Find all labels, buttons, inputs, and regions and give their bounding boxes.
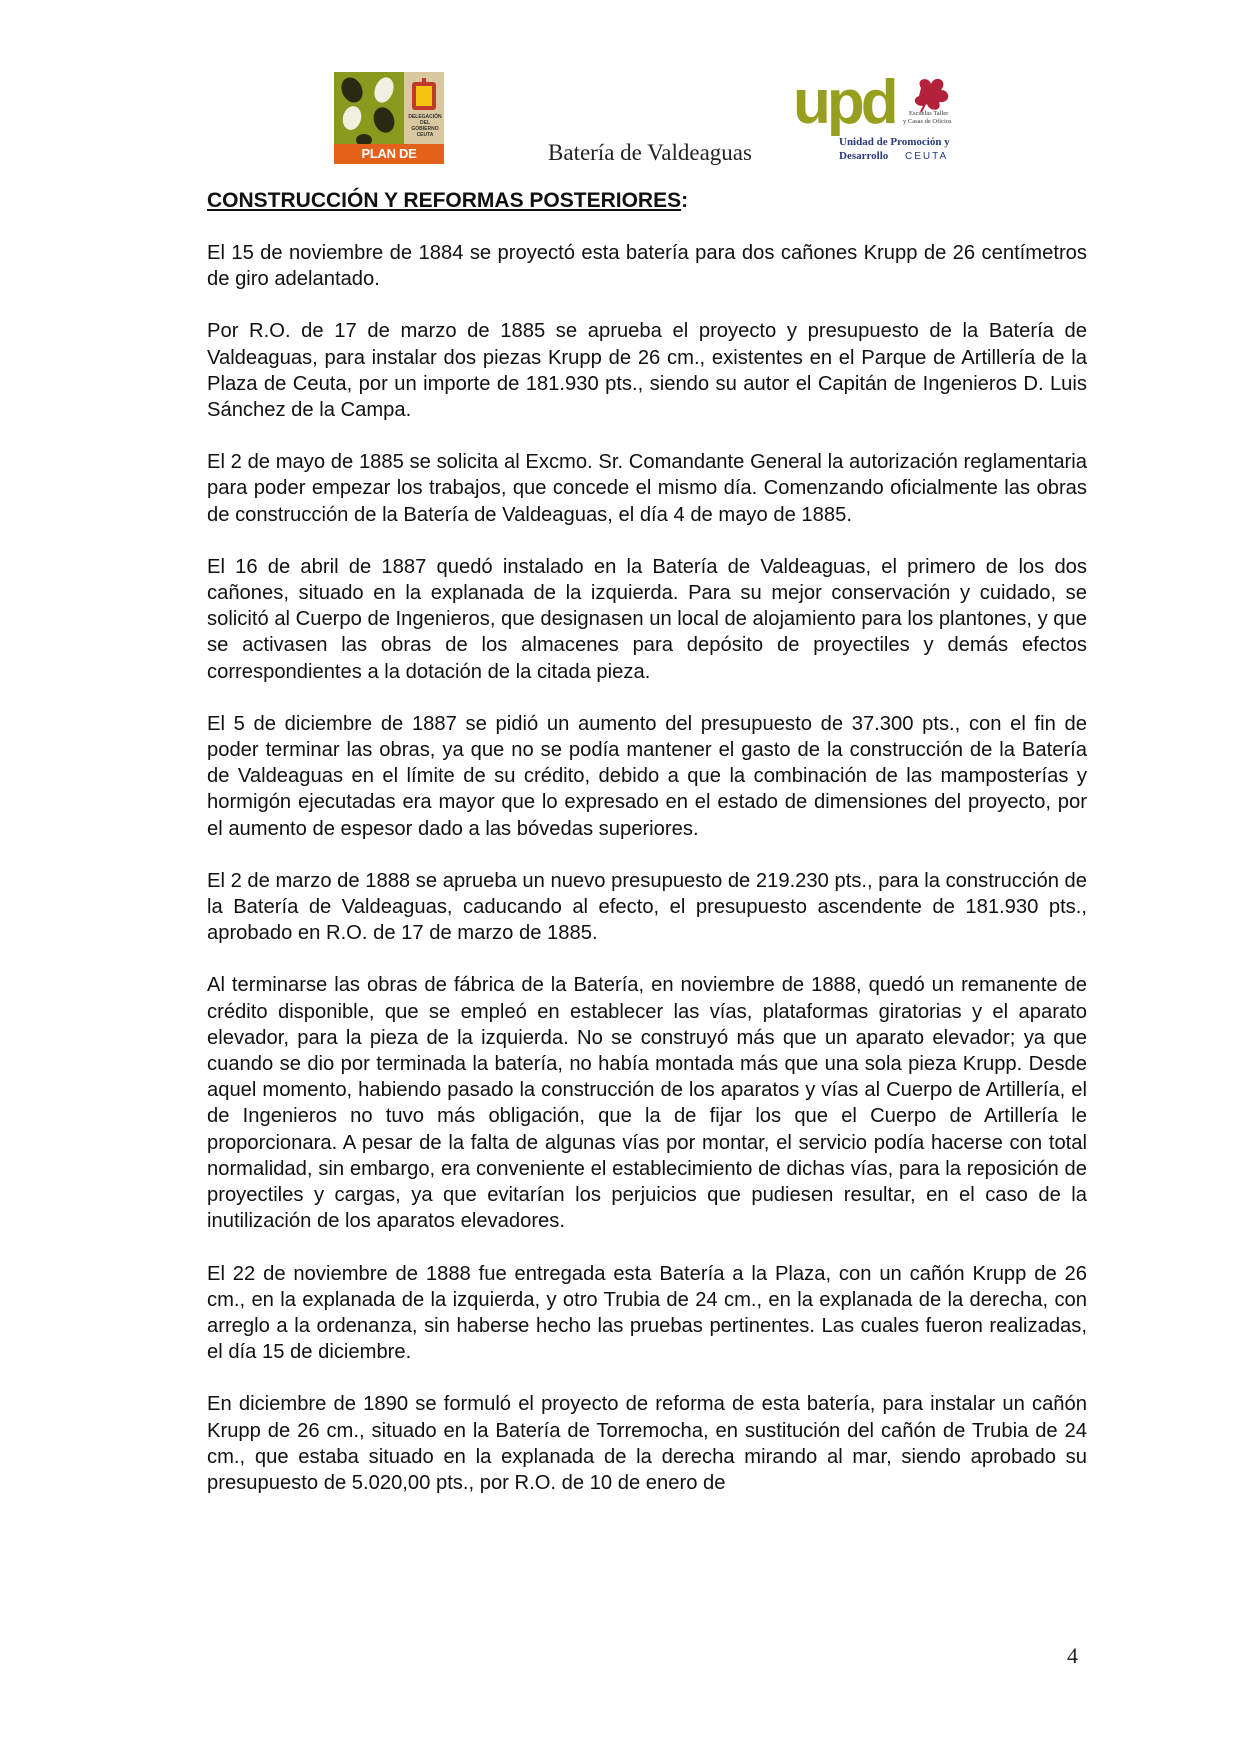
paragraph-3: El 2 de mayo de 1885 se solicita al Excmo. Sr. Comandante General la autorización reglamentaria para poder empezar los trabajos, que concede el mismo día. Comenzando oficialmente las obras de construcción de la Batería de Valdeaguas, el día 4 de mayo de 1885. — [207, 451, 1087, 526]
upd-line-1: Unidad de Promoción y — [839, 136, 950, 148]
upd-logo — [793, 68, 963, 166]
upd-line-2b: CEUTA — [905, 151, 949, 162]
paragraph-9: En diciembre de 1890 se formuló el proyecto de reforma de esta batería, para instalar un cañón Krupp de 26 cm., situado en la Batería de Torremocha, en sustitución del cañón de Trubia de 24 cm., que estaba situado en la explanada de la derecha mirando al mar, siendo aprobado su presupuesto de 5.020,00 pts., por R.O. de 10 de enero de — [207, 1393, 1087, 1494]
document-body — [207, 188, 1087, 1522]
paragraph-4: El 16 de abril de 1887 quedó instalado en la Batería de Valdeaguas, el primero de los dos cañones, situado en la explanada de la izquierda. Para su mejor conservación y cuidado, se solicitó al Cuerpo de Ingenieros, que designasen un local de alojamiento para los plantones, y que se activasen las obras de los almacenes para depósito de proyectiles y demás efectos correspondientes a la dotación de la citada pieza. — [207, 555, 1087, 683]
paragraph-2: Por R.O. de 17 de marzo de 1885 se aprueba el proyecto y presupuesto de la Batería de Valdeaguas, para instalar dos piezas Krupp de 26 cm., existentes en el Parque de Artillería de la Plaza de Ceuta, por un importe de 181.930 pts., siendo su autor el Capitán de Ingenieros D. Luis Sánchez de la Campa. — [207, 320, 1087, 422]
paragraph-8: El 22 de noviembre de 1888 fue entregada esta Batería a la Plaza, con un cañón Krupp de 26 cm., en la explanada de la izquierda, y otro Trubia de 24 cm., en la explanada de la derecha, con arreglo a la ordenanza, sin haberse hecho las pruebas pertinentes. Las cuales fueron realizadas, el día 15 de diciembre. — [207, 1262, 1087, 1364]
paragraph-7: Al terminarse las obras de fábrica de la Batería, en noviembre de 1888, quedó un remanente de crédito disponible, que se empleó en establecer las vías, plataformas giratorias y el aparato elevador, para la pieza de la izquierda. No se construyó más que un aparato elevador; ya que cuando se dio por terminada la batería, no había montada más que una sola pieza Krupp. Desde aquel momento, habiendo pasado la construcción de los aparatos y vías al Cuerpo de Artillería, el de Ingenieros no tuvo más obligación, que la de fijar los que el Cuerpo de Artillería le proporcionara. A pesar de la falta de algunas vías por montar, el servicio podía hacerse con total normalidad, sin embargo, era conveniente el establecimiento de dichas vías, para la reposición de proyectiles y cargas, ya que evitarían los perjuicios que pudiesen resultar, en el caso de la inutilización de los aparatos elevadores. — [207, 974, 1087, 1233]
plan-de-empleo-logo — [334, 72, 444, 177]
section-heading-colon: : — [681, 189, 689, 212]
paragraph-6: El 2 de marzo de 1888 se aprueba un nuevo presupuesto de 219.230 pts., para la construcción de la Batería de Valdeaguas, caducando al efecto, el presupuesto ascendente de 181.930 pts., aprobado en R.O. de 17 de marzo de 1885. — [207, 869, 1087, 945]
upd-mark: upd — [793, 68, 895, 137]
plan-de-empleo-caption: PLAN DE EMPLEO — [361, 146, 417, 177]
paragraph-5: El 5 de diciembre de 1887 se pidió un aumento del presupuesto de 37.300 pts., con el fin de poder terminar las obras, ya que no se podía mantener el gasto de la construcción de la Batería de Valdeaguas en el límite de su crédito, debido a que la combinación de las mamposterías y hormigón ejecutadas era mayor que lo expresado en el estado de dimensiones del proyecto, por el aumento de espesor dado a las bóvedas superiores. — [207, 712, 1087, 840]
page-number: 4 — [1067, 1643, 1078, 1668]
paragraph-1: El 15 de noviembre de 1884 se proyectó esta batería para dos cañones Krupp de 26 centímetros de giro adelantado. — [207, 242, 1087, 291]
upd-small-text-2: y Casas de Oficios — [903, 118, 952, 125]
upd-small-text-1: Escuelas Taller — [909, 110, 949, 117]
upd-line-2: Desarrollo — [839, 150, 889, 162]
section-heading-text: CONSTRUCCIÓN Y REFORMAS POSTERIORES — [207, 189, 682, 212]
document-header-title: Batería de Valdeaguas — [548, 140, 752, 165]
plan-de-empleo-small-text: DELEGACIÓN DEL GOBIERNO CEUTA — [408, 114, 442, 138]
section-heading — [207, 188, 1087, 214]
